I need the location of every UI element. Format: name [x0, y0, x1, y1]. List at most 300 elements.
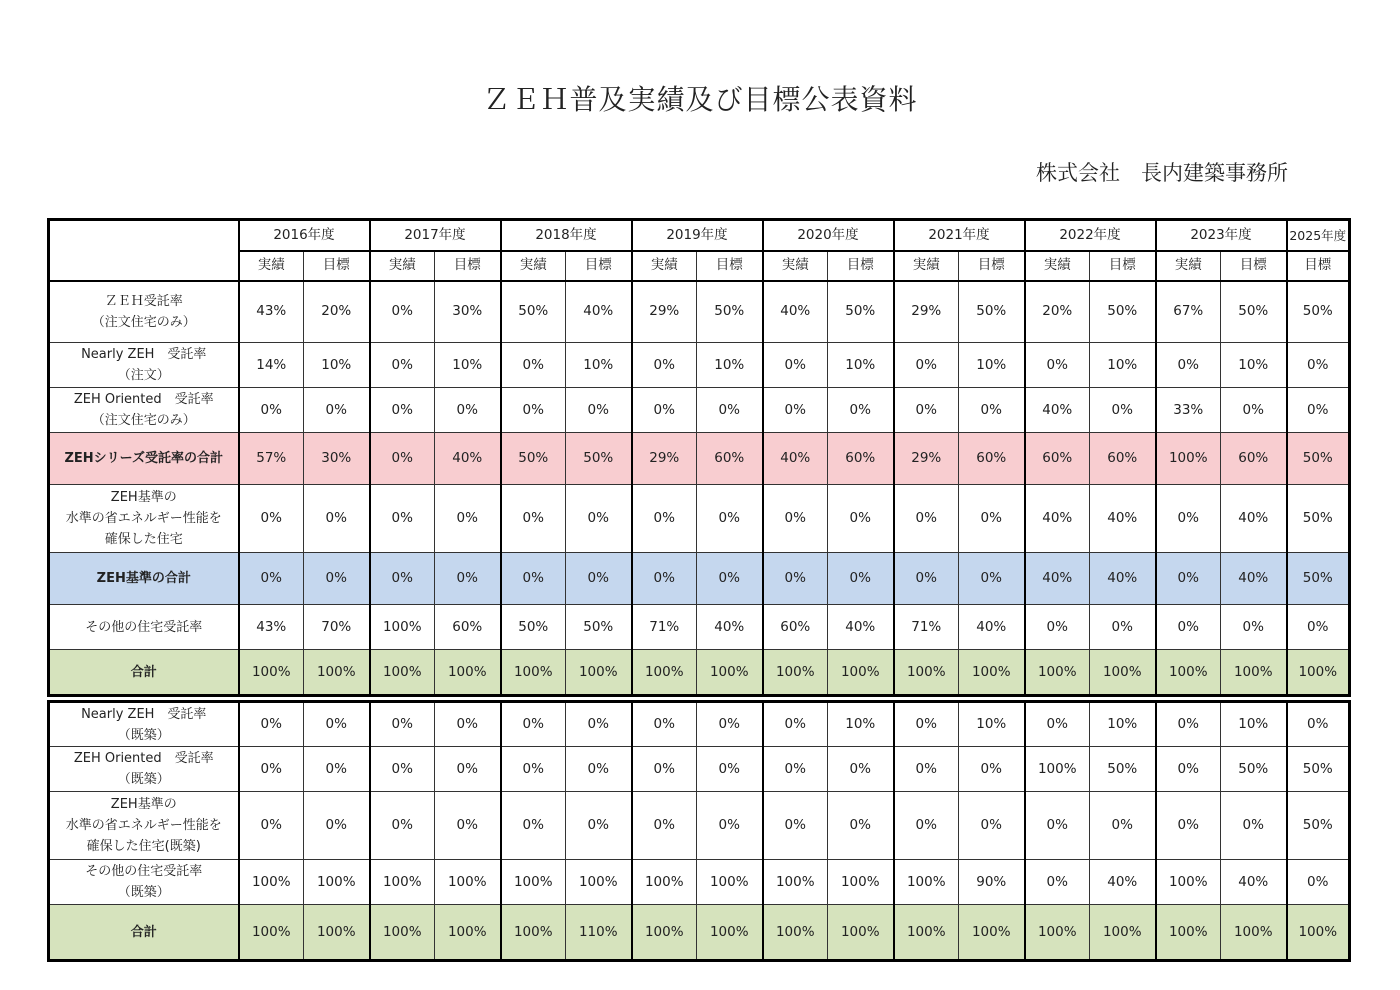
value-cell: 100%: [435, 905, 501, 961]
year-header: 2018年度: [501, 220, 632, 251]
row-label-line: ZEHシリーズ受託率の合計: [64, 451, 224, 466]
value-cell: 100%: [1287, 650, 1350, 696]
value-cell: 100%: [828, 905, 894, 961]
value-cell: 0%: [370, 747, 435, 792]
value-cell: 29%: [894, 433, 959, 485]
value-cell: 10%: [1090, 702, 1156, 747]
value-cell: 100%: [1221, 650, 1287, 696]
value-cell: 40%: [1221, 485, 1287, 553]
target-header: 目標: [828, 251, 894, 281]
target-header: 目標: [697, 251, 763, 281]
value-cell: 40%: [763, 433, 828, 485]
value-cell: 100%: [239, 860, 304, 905]
row-label-line: ZEH Oriented 受託率: [73, 392, 214, 407]
year-header: 2020年度: [763, 220, 894, 251]
value-cell: 40%: [763, 281, 828, 343]
value-cell: 60%: [959, 433, 1025, 485]
value-cell: 100%: [304, 860, 370, 905]
value-cell: 0%: [370, 281, 435, 343]
row-label-line: （既築）: [117, 727, 170, 743]
value-cell: 43%: [239, 281, 304, 343]
value-cell: 0%: [1156, 485, 1221, 553]
value-cell: 60%: [828, 433, 894, 485]
value-cell: 67%: [1156, 281, 1221, 343]
table-row: [49, 605, 1350, 650]
value-cell: 0%: [239, 792, 304, 860]
row-label-line: 水準の省エネルギー性能を: [65, 818, 222, 833]
value-cell: 0%: [959, 553, 1025, 605]
row-label: [49, 702, 239, 747]
value-cell: 0%: [763, 485, 828, 553]
value-cell: 40%: [1221, 553, 1287, 605]
value-cell: 50%: [1287, 553, 1350, 605]
value-cell: 33%: [1156, 388, 1221, 433]
value-cell: 43%: [239, 605, 304, 650]
value-cell: 0%: [828, 792, 894, 860]
value-cell: 0%: [1287, 702, 1350, 747]
value-cell: 40%: [566, 281, 632, 343]
value-cell: 40%: [959, 605, 1025, 650]
value-cell: 0%: [435, 553, 501, 605]
value-cell: 0%: [1156, 605, 1221, 650]
value-cell: 40%: [435, 433, 501, 485]
value-cell: 0%: [894, 388, 959, 433]
row-label-line: ZEH Oriented 受託率: [73, 751, 214, 766]
value-cell: 0%: [1025, 605, 1090, 650]
value-cell: 100%: [1090, 650, 1156, 696]
value-cell: 100%: [894, 860, 959, 905]
value-cell: 0%: [239, 553, 304, 605]
value-cell: 0%: [632, 485, 697, 553]
value-cell: 100%: [632, 860, 697, 905]
value-cell: 0%: [632, 702, 697, 747]
row-label: [49, 553, 239, 605]
value-cell: 30%: [304, 433, 370, 485]
value-cell: 0%: [1287, 388, 1350, 433]
zeh-results-table: [47, 218, 1351, 697]
table-row: [49, 281, 1350, 343]
value-cell: 40%: [1025, 388, 1090, 433]
value-cell: 20%: [304, 281, 370, 343]
value-cell: 100%: [763, 860, 828, 905]
row-label: [49, 792, 239, 860]
value-cell: 100%: [239, 650, 304, 696]
value-cell: 0%: [632, 388, 697, 433]
year-header: 2023年度: [1156, 220, 1287, 251]
row-label: [49, 747, 239, 792]
value-cell: 10%: [959, 343, 1025, 388]
value-cell: 100%: [1156, 650, 1221, 696]
value-cell: 0%: [566, 702, 632, 747]
value-cell: 100%: [566, 650, 632, 696]
value-cell: 50%: [501, 433, 566, 485]
row-label-line: その他の住宅受託率: [85, 619, 203, 635]
value-cell: 0%: [1156, 792, 1221, 860]
zeh-existing-homes-table: [47, 700, 1351, 962]
value-cell: 0%: [370, 553, 435, 605]
table-row: [49, 343, 1350, 388]
value-cell: 100%: [1287, 905, 1350, 961]
target-header: 目標: [304, 251, 370, 281]
value-cell: 0%: [894, 747, 959, 792]
value-cell: 100%: [894, 650, 959, 696]
table-row: [49, 792, 1350, 860]
value-cell: 30%: [435, 281, 501, 343]
value-cell: 0%: [435, 702, 501, 747]
value-cell: 0%: [435, 747, 501, 792]
value-cell: 100%: [1025, 905, 1090, 961]
value-cell: 50%: [1287, 281, 1350, 343]
value-cell: 0%: [763, 343, 828, 388]
value-cell: 0%: [763, 747, 828, 792]
page-title: ＺＥＨ普及実績及び目標公表資料: [482, 83, 918, 116]
value-cell: 0%: [501, 388, 566, 433]
value-cell: 71%: [632, 605, 697, 650]
value-cell: 0%: [1090, 605, 1156, 650]
year-header: 2021年度: [894, 220, 1025, 251]
row-label: [49, 388, 239, 433]
value-cell: 0%: [894, 553, 959, 605]
value-cell: 0%: [1156, 702, 1221, 747]
value-cell: 0%: [828, 485, 894, 553]
value-cell: 29%: [632, 433, 697, 485]
value-cell: 10%: [304, 343, 370, 388]
value-cell: 0%: [828, 388, 894, 433]
value-cell: 100%: [828, 650, 894, 696]
value-cell: 0%: [566, 553, 632, 605]
value-cell: 0%: [894, 792, 959, 860]
value-cell: 40%: [1090, 860, 1156, 905]
value-cell: 29%: [894, 281, 959, 343]
value-cell: 100%: [632, 905, 697, 961]
row-label-line: Nearly ZEH 受託率: [81, 706, 207, 722]
row-label-line: その他の住宅受託率: [85, 864, 203, 879]
value-cell: 0%: [370, 485, 435, 553]
value-cell: 60%: [1221, 433, 1287, 485]
value-cell: 100%: [239, 905, 304, 961]
value-cell: 100%: [894, 905, 959, 961]
year-header: 2025年度: [1287, 220, 1350, 251]
value-cell: 0%: [1156, 343, 1221, 388]
row-label: [49, 485, 239, 553]
value-cell: 0%: [697, 792, 763, 860]
table-row: [49, 388, 1350, 433]
value-cell: 0%: [763, 553, 828, 605]
value-cell: 50%: [828, 281, 894, 343]
table-row: [49, 553, 1350, 605]
value-cell: 50%: [1221, 281, 1287, 343]
header-corner: [49, 220, 239, 281]
value-cell: 0%: [1025, 702, 1090, 747]
value-cell: 100%: [501, 860, 566, 905]
value-cell: 0%: [304, 702, 370, 747]
value-cell: 40%: [828, 605, 894, 650]
value-cell: 50%: [1287, 485, 1350, 553]
value-cell: 0%: [1025, 792, 1090, 860]
value-cell: 10%: [1221, 343, 1287, 388]
row-label-line: 確保した住宅: [104, 532, 183, 547]
value-cell: 0%: [763, 388, 828, 433]
value-cell: 0%: [632, 553, 697, 605]
actual-header: 実績: [370, 251, 435, 281]
value-cell: 0%: [1221, 605, 1287, 650]
value-cell: 0%: [501, 792, 566, 860]
value-cell: 0%: [632, 343, 697, 388]
value-cell: 0%: [1090, 792, 1156, 860]
value-cell: 100%: [370, 605, 435, 650]
value-cell: 100%: [828, 860, 894, 905]
value-cell: 0%: [239, 702, 304, 747]
value-cell: 10%: [1090, 343, 1156, 388]
value-cell: 100%: [370, 905, 435, 961]
value-cell: 100%: [1025, 747, 1090, 792]
value-cell: 0%: [501, 343, 566, 388]
value-cell: 50%: [697, 281, 763, 343]
value-cell: 0%: [632, 792, 697, 860]
actual-header: 実績: [763, 251, 828, 281]
value-cell: 0%: [959, 485, 1025, 553]
value-cell: 0%: [763, 702, 828, 747]
value-cell: 0%: [566, 485, 632, 553]
value-cell: 40%: [1221, 860, 1287, 905]
row-label-line: ZEH基準の合計: [96, 571, 191, 586]
value-cell: 50%: [1090, 281, 1156, 343]
value-cell: 0%: [304, 388, 370, 433]
value-cell: 0%: [566, 747, 632, 792]
value-cell: 100%: [959, 905, 1025, 961]
target-header: 目標: [566, 251, 632, 281]
value-cell: 0%: [828, 553, 894, 605]
row-label-line: ZEH基準の: [110, 797, 177, 812]
value-cell: 29%: [632, 281, 697, 343]
row-label-line: （既築）: [117, 772, 170, 787]
value-cell: 100%: [763, 905, 828, 961]
value-cell: 0%: [566, 792, 632, 860]
row-label-line: （注文住宅のみ）: [91, 413, 196, 428]
table-row: [49, 702, 1350, 747]
table-row: [49, 747, 1350, 792]
row-label-line: ZEH基準の: [110, 490, 177, 505]
value-cell: 100%: [697, 650, 763, 696]
value-cell: 50%: [1090, 747, 1156, 792]
value-cell: 10%: [435, 343, 501, 388]
value-cell: 0%: [1221, 792, 1287, 860]
value-cell: 100%: [501, 905, 566, 961]
value-cell: 60%: [1025, 433, 1090, 485]
value-cell: 60%: [763, 605, 828, 650]
value-cell: 100%: [1156, 860, 1221, 905]
value-cell: 100%: [697, 905, 763, 961]
value-cell: 10%: [697, 343, 763, 388]
value-cell: 100%: [304, 650, 370, 696]
row-label-line: Nearly ZEH 受託率: [81, 347, 207, 362]
value-cell: 0%: [894, 343, 959, 388]
value-cell: 50%: [501, 605, 566, 650]
row-label-line: 合計: [130, 924, 157, 940]
value-cell: 50%: [1287, 747, 1350, 792]
value-cell: 10%: [959, 702, 1025, 747]
value-cell: 110%: [566, 905, 632, 961]
value-cell: 71%: [894, 605, 959, 650]
value-cell: 0%: [501, 702, 566, 747]
year-header: 2016年度: [239, 220, 370, 251]
value-cell: 10%: [828, 343, 894, 388]
value-cell: 10%: [828, 702, 894, 747]
row-label-line: （注文）: [117, 368, 170, 383]
value-cell: 0%: [435, 388, 501, 433]
table-row: [49, 485, 1350, 553]
actual-header: 実績: [501, 251, 566, 281]
value-cell: 50%: [566, 605, 632, 650]
value-cell: 0%: [1287, 343, 1350, 388]
row-label-line: 合計: [130, 664, 157, 680]
row-label: [49, 343, 239, 388]
value-cell: 0%: [239, 388, 304, 433]
value-cell: 100%: [501, 650, 566, 696]
value-cell: 0%: [501, 553, 566, 605]
actual-header: 実績: [632, 251, 697, 281]
table-row: [49, 905, 1350, 961]
actual-header: 実績: [1025, 251, 1090, 281]
value-cell: 40%: [1025, 485, 1090, 553]
value-cell: 100%: [763, 650, 828, 696]
value-cell: 50%: [959, 281, 1025, 343]
row-label: [49, 650, 239, 696]
value-cell: 50%: [566, 433, 632, 485]
value-cell: 10%: [1221, 702, 1287, 747]
row-label: [49, 281, 239, 343]
target-header: 目標: [959, 251, 1025, 281]
value-cell: 14%: [239, 343, 304, 388]
value-cell: 100%: [304, 905, 370, 961]
value-cell: 100%: [1090, 905, 1156, 961]
value-cell: 0%: [1090, 388, 1156, 433]
value-cell: 0%: [370, 433, 435, 485]
value-cell: 0%: [1287, 605, 1350, 650]
target-header: 目標: [1221, 251, 1287, 281]
row-label-line: ＺＥＨ受託率: [104, 293, 183, 309]
value-cell: 0%: [566, 388, 632, 433]
value-cell: 100%: [435, 860, 501, 905]
year-header: 2017年度: [370, 220, 501, 251]
value-cell: 0%: [304, 792, 370, 860]
value-cell: 50%: [501, 281, 566, 343]
value-cell: 100%: [697, 860, 763, 905]
value-cell: 40%: [697, 605, 763, 650]
value-cell: 90%: [959, 860, 1025, 905]
value-cell: 100%: [566, 860, 632, 905]
value-cell: 0%: [697, 388, 763, 433]
value-cell: 57%: [239, 433, 304, 485]
value-cell: 0%: [435, 792, 501, 860]
company-name: 株式会社 長内建築事務所: [1036, 161, 1288, 185]
value-cell: 100%: [435, 650, 501, 696]
value-cell: 0%: [959, 388, 1025, 433]
table-row: [49, 433, 1350, 485]
value-cell: 60%: [697, 433, 763, 485]
actual-header: 実績: [239, 251, 304, 281]
value-cell: 20%: [1025, 281, 1090, 343]
value-cell: 0%: [304, 747, 370, 792]
row-label-line: （注文住宅のみ）: [91, 314, 196, 330]
value-cell: 100%: [1156, 905, 1221, 961]
value-cell: 0%: [697, 702, 763, 747]
actual-header: 実績: [894, 251, 959, 281]
value-cell: 0%: [1025, 860, 1090, 905]
value-cell: 0%: [304, 553, 370, 605]
value-cell: 0%: [370, 343, 435, 388]
value-cell: 100%: [370, 860, 435, 905]
value-cell: 0%: [501, 747, 566, 792]
row-label-line: （既築）: [117, 885, 170, 900]
year-header: 2022年度: [1025, 220, 1156, 251]
value-cell: 100%: [1025, 650, 1090, 696]
row-label: [49, 605, 239, 650]
table-row: [49, 860, 1350, 905]
value-cell: 0%: [501, 485, 566, 553]
target-header: 目標: [1287, 251, 1350, 281]
actual-header: 実績: [1156, 251, 1221, 281]
value-cell: 0%: [959, 747, 1025, 792]
value-cell: 50%: [1287, 433, 1350, 485]
value-cell: 0%: [697, 747, 763, 792]
value-cell: 100%: [1221, 905, 1287, 961]
row-label: [49, 433, 239, 485]
row-label: [49, 860, 239, 905]
value-cell: 0%: [697, 485, 763, 553]
value-cell: 0%: [894, 702, 959, 747]
value-cell: 40%: [1090, 485, 1156, 553]
value-cell: 0%: [1221, 388, 1287, 433]
row-label: [49, 905, 239, 961]
value-cell: 0%: [632, 747, 697, 792]
value-cell: 0%: [239, 747, 304, 792]
value-cell: 0%: [697, 553, 763, 605]
value-cell: 60%: [435, 605, 501, 650]
value-cell: 10%: [566, 343, 632, 388]
value-cell: 0%: [763, 792, 828, 860]
value-cell: 100%: [959, 650, 1025, 696]
value-cell: 100%: [632, 650, 697, 696]
value-cell: 0%: [894, 485, 959, 553]
value-cell: 0%: [239, 485, 304, 553]
value-cell: 100%: [1156, 433, 1221, 485]
value-cell: 0%: [370, 792, 435, 860]
value-cell: 100%: [370, 650, 435, 696]
value-cell: 60%: [1090, 433, 1156, 485]
row-label-line: 水準の省エネルギー性能を: [65, 511, 222, 526]
value-cell: 40%: [1090, 553, 1156, 605]
value-cell: 0%: [959, 792, 1025, 860]
value-cell: 0%: [435, 485, 501, 553]
value-cell: 50%: [1221, 747, 1287, 792]
value-cell: 50%: [1287, 792, 1350, 860]
table-row: [49, 650, 1350, 696]
value-cell: 0%: [370, 702, 435, 747]
value-cell: 0%: [1025, 343, 1090, 388]
target-header: 目標: [435, 251, 501, 281]
value-cell: 0%: [304, 485, 370, 553]
value-cell: 0%: [1287, 860, 1350, 905]
target-header: 目標: [1090, 251, 1156, 281]
value-cell: 0%: [370, 388, 435, 433]
value-cell: 0%: [1156, 747, 1221, 792]
value-cell: 0%: [1156, 553, 1221, 605]
row-label-line: 確保した住宅(既築): [86, 839, 201, 854]
value-cell: 40%: [1025, 553, 1090, 605]
year-header: 2019年度: [632, 220, 763, 251]
value-cell: 0%: [828, 747, 894, 792]
